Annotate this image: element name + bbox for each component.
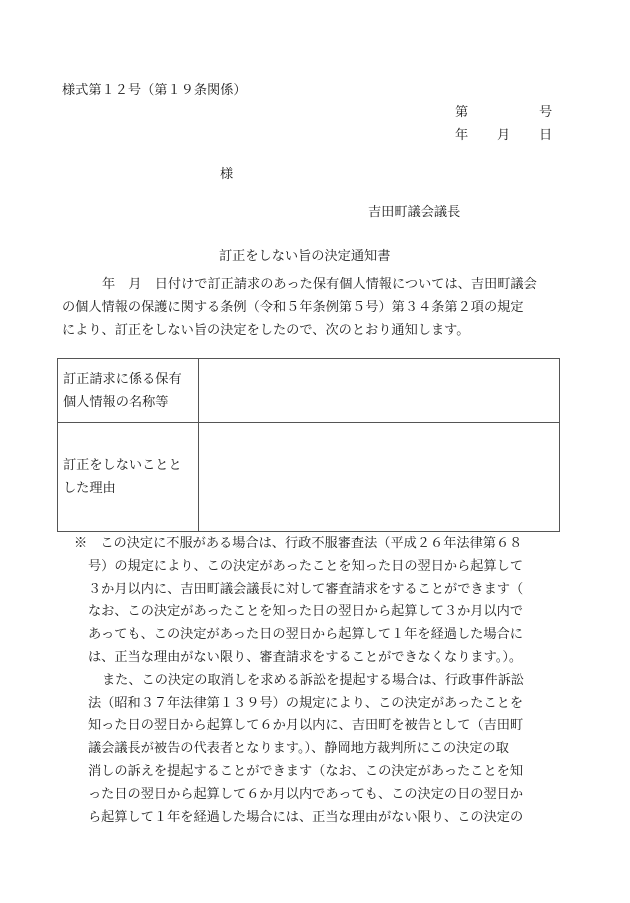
note-line: なお、この決定があったことを知った日の翌日から起算して３か月以内で (88, 604, 524, 620)
note-text: この決定に不服がある場合は、行政不服審査法（平成２６年法律第６８ (100, 536, 523, 551)
note-mark: ※ (74, 536, 88, 551)
body-text (62, 273, 562, 342)
note-line: 議会議長が被告の代表者となります。）、静岡地方裁判所にこの決定の取 (88, 741, 509, 757)
note-line: 消しの訴えを提起することができます（なお、この決定があったことを知 (88, 763, 524, 779)
addressee-honorific: 様 (220, 167, 234, 182)
note-line: は、正当な理由がない限り、審査請求をすることができなくなります。）。 (88, 649, 523, 665)
note-line: ら起算して１年を経過した場合には、正当な理由がない限り、この決定の (88, 809, 524, 825)
table-label-line: 個人情報の名称等 (63, 394, 169, 410)
body-line: 年 月 日付けで訂正請求のあった保有個人情報については、吉田町議会 (102, 277, 537, 292)
table-label-line: 訂正をしないことと (63, 458, 182, 473)
document-title: 訂正をしない旨の決定通知書 (219, 249, 391, 264)
notes-section (62, 533, 572, 829)
note-line: また、この決定の取消しを求める訴訟を提起する場合は、行政事件訴訟 (102, 672, 524, 688)
date-day-label: 日 (539, 128, 553, 143)
date-month-label: 月 (497, 128, 511, 143)
table-value-cell (199, 423, 560, 532)
table-label-line: 訂正請求に係る保有 (63, 371, 182, 387)
table-row (58, 423, 560, 532)
info-table (57, 358, 560, 532)
table-value-cell (199, 359, 560, 423)
table-row (58, 359, 560, 423)
note-line: ３か月以内に、吉田町議会議長に対して審査請求をすることができます（ (88, 581, 524, 597)
note-line: 法（昭和３７年法律第１３９号）の規定により、この決定があったことを (88, 695, 524, 711)
body-line: により、訂正をしない旨の決定をしたので、次のとおり通知します。 (62, 323, 470, 338)
document-number-label: 第 (455, 105, 469, 120)
table-label-cell (58, 359, 199, 423)
document-number-suffix: 号 (539, 105, 553, 120)
note-line: 知った日の翌日から起算して６か月以内に、吉田町を被告として（吉田町 (88, 718, 524, 734)
form-number: 様式第１２号（第１９条関係） (62, 83, 247, 98)
table-label-cell (58, 423, 199, 532)
note-line (62, 533, 572, 556)
body-line: の個人情報の保護に関する条例（令和５年条例第５号）第３４条第２項の規定 (62, 300, 524, 315)
sender-name: 吉田町議会議長 (368, 205, 461, 220)
note-line: った日の翌日から起算して６か月以内であっても、この決定の日の翌日か (88, 786, 524, 802)
table-label-line: した理由 (63, 481, 116, 496)
date-year-label: 年 (455, 128, 469, 143)
note-line: あっても、この決定があった日の翌日から起算して１年を経過した場合に (88, 627, 523, 643)
note-line: 号）の規定により、この決定があったことを知った日の翌日から起算して (88, 558, 524, 574)
